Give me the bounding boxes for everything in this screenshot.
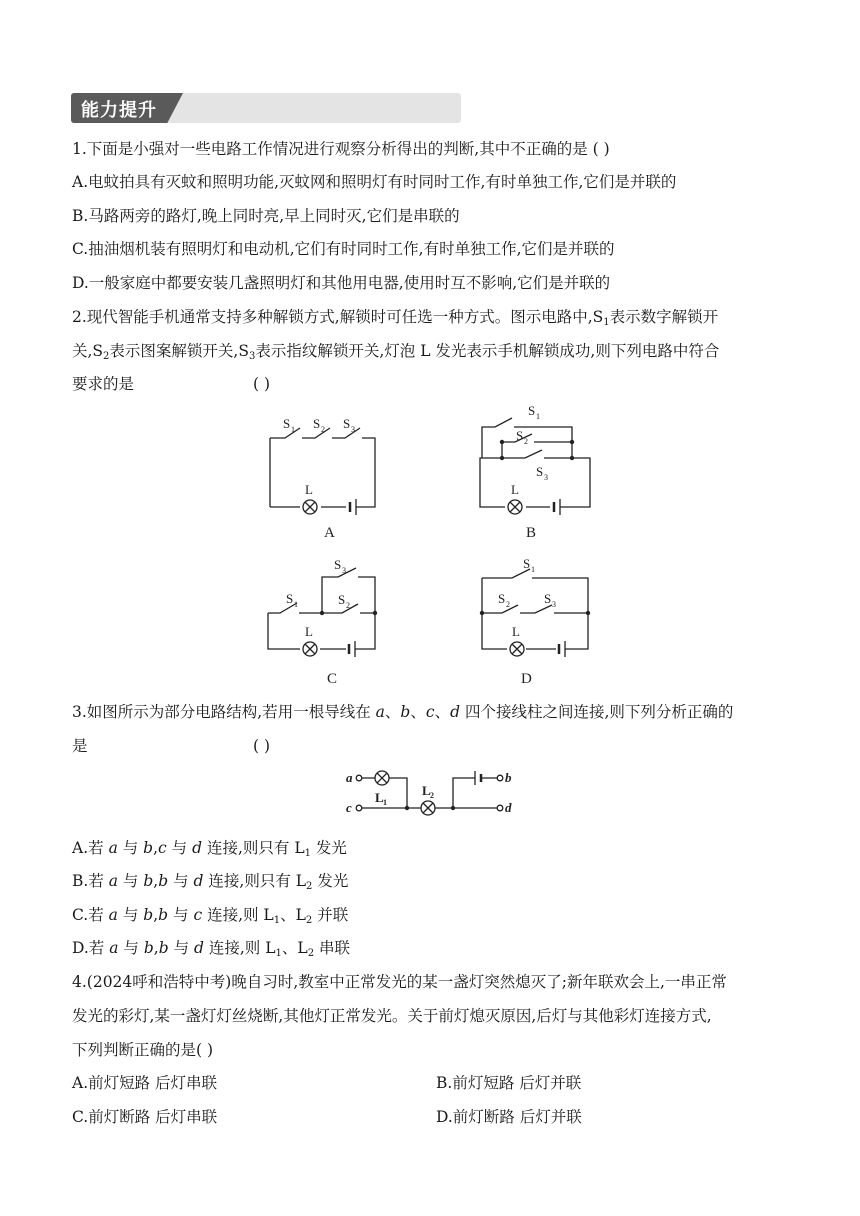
q3-text: , — [153, 939, 159, 957]
terminal-b: b — [143, 872, 154, 890]
subscript: 1 — [294, 600, 298, 609]
subscript: 2 — [305, 915, 313, 926]
junction-dot — [586, 611, 590, 615]
q3-text: C.若 — [72, 906, 109, 924]
circuit-b-s2 — [502, 434, 572, 442]
label-d: d — [505, 800, 512, 815]
q3-option-d — [72, 937, 350, 959]
q1-option-b: B.马路两旁的路灯,晚上同时亮,早上同时灭,它们是串联的 — [72, 207, 460, 225]
q3-text: , — [153, 839, 159, 857]
subscript: 2 — [430, 791, 434, 800]
terminal-b: b — [400, 703, 411, 721]
lamp-l2-cross — [423, 803, 433, 813]
q3-text: D.若 — [72, 939, 110, 957]
q3-text: 连接,则只有 L — [203, 872, 307, 890]
diagram-label-a: A — [324, 525, 335, 541]
label-s: S — [498, 591, 506, 606]
label-s: S — [528, 403, 536, 418]
terminal-c: c — [425, 703, 435, 721]
junction-dot — [451, 806, 455, 810]
junction-dot — [320, 611, 324, 615]
terminal-a: a — [108, 839, 118, 857]
q3-text: 串联 — [314, 939, 351, 957]
q4-stem-line2: 发光的彩灯,某一盏灯灯丝烧断,其他灯正常发光。关于前灯熄灭原因,后灯与其他彩灯连接方式, — [72, 1007, 712, 1025]
subscript: 1 — [273, 915, 281, 926]
subscript: 2 — [306, 881, 313, 892]
junction-dot — [480, 611, 484, 615]
junction-dot — [500, 440, 504, 444]
circuit-d-wires — [482, 569, 588, 649]
label-s: S — [343, 416, 351, 431]
q3-text: 与 — [118, 939, 144, 957]
label-s: S — [283, 416, 291, 431]
terminal-a: a — [109, 939, 119, 957]
q3-option-a — [72, 837, 347, 859]
q4-option-d: D.前灯断路 后灯并联 — [436, 1108, 582, 1126]
label-l: L — [512, 624, 520, 639]
label-l: L — [305, 624, 313, 639]
terminal-c: c — [158, 839, 167, 857]
terminal-b: b — [158, 906, 169, 924]
q3-text: 并联 — [312, 906, 349, 924]
label-s: S — [286, 591, 294, 606]
q2-text: 表示指纹解锁开关,灯泡 L 发光表示手机解锁成功,则下列电路中符合 — [255, 342, 720, 360]
q3-text: 与 — [117, 839, 144, 857]
diagram-label-c: C — [327, 671, 338, 687]
q2-stem-line2 — [72, 340, 719, 362]
label-s: S — [516, 428, 524, 443]
terminal-b: b — [143, 939, 154, 957]
subscript: 3 — [351, 425, 355, 434]
q3-stem-line1 — [72, 701, 733, 723]
terminal-c-dot — [356, 805, 362, 811]
junction-dot — [570, 440, 574, 444]
label-s: S — [523, 556, 531, 571]
label-l2: L — [422, 783, 431, 798]
separator: 、 — [384, 703, 401, 721]
label-s: S — [334, 557, 342, 572]
q3-option-c — [72, 904, 348, 926]
subscript: 1 — [603, 317, 610, 328]
label-s: S — [536, 464, 544, 479]
terminal-d-dot — [497, 805, 503, 811]
terminal-a-dot — [356, 775, 362, 781]
subscript: 2 — [346, 601, 350, 610]
circuit-b-wires — [480, 442, 590, 507]
q3-text: 与 — [118, 872, 144, 890]
q3-text: 与 — [168, 939, 195, 957]
lamp-l1-cross — [377, 773, 387, 783]
terminal-d: d — [194, 939, 204, 957]
q3-text: A.若 — [72, 839, 109, 857]
subscript: 3 — [544, 473, 548, 482]
q3-circuit — [345, 762, 525, 824]
circuit-a-lamp-cross — [305, 502, 315, 512]
q3-text: , — [153, 872, 159, 890]
q3-option-b — [72, 870, 348, 892]
subscript: 1 — [291, 425, 295, 434]
q4-stem-line3: 下列判断正确的是( ) — [72, 1041, 214, 1059]
q3-text: 发光 — [312, 872, 349, 890]
q3-text: B.若 — [72, 872, 109, 890]
q2-answer-paren: ( ) — [253, 375, 271, 393]
q2-text: 2.现代智能手机通常支持多种解锁方式,解锁时可任选一种方式。图示电路中,S — [72, 308, 604, 326]
subscript: 1 — [536, 412, 540, 421]
label-s: S — [544, 591, 552, 606]
q2-text: 关,S — [72, 342, 104, 360]
q3-text: 连接,则只有 L — [202, 839, 305, 857]
q4-option-b: B.前灯短路 后灯并联 — [436, 1074, 582, 1092]
section-title: 能力提升 — [81, 100, 157, 121]
q3-text: 3.如图所示为部分电路结构,若用一根导线在 — [72, 703, 376, 721]
junction-dot — [500, 456, 504, 460]
q4-option-a: A.前灯短路 后灯串联 — [72, 1074, 218, 1092]
subscript: 2 — [321, 425, 325, 434]
separator: 、 — [434, 703, 451, 721]
q3-text: 、L — [281, 939, 308, 957]
junction-dot — [570, 456, 574, 460]
terminal-b: b — [143, 839, 154, 857]
terminal-d: d — [193, 872, 204, 890]
q4-stem-line1: 4.(2024呼和浩特中考)晚自习时,教室中正常发光的某一盏灯突然熄灭了;新年联欢会上,一串正常 — [72, 973, 727, 991]
q1-option-d: D.一般家庭中都要安装几盏照明灯和其他用电器,使用时互不影响,它们是并联的 — [72, 274, 611, 292]
q2-text: 表示图案解锁开关,S — [109, 342, 249, 360]
subscript: 2 — [103, 351, 110, 362]
label-l: L — [305, 482, 313, 497]
q3-text: 与 — [117, 906, 144, 924]
terminal-a: a — [108, 906, 118, 924]
terminal-a: a — [375, 703, 385, 721]
label-s: S — [338, 592, 346, 607]
q3-text: 与 — [168, 872, 194, 890]
separator: 、 — [410, 703, 426, 721]
q4-option-c: C.前灯断路 后灯串联 — [72, 1108, 218, 1126]
q3-text: 发光 — [310, 839, 347, 857]
label-b: b — [505, 770, 512, 785]
diagram-label-b: B — [526, 525, 537, 541]
label-l: L — [511, 482, 519, 497]
label-a: a — [346, 770, 353, 785]
q3-text: 、L — [280, 906, 306, 924]
q3-text: , — [153, 906, 159, 924]
q2-text: 要求的是 — [72, 375, 135, 393]
circuit-b-lamp-cross — [510, 502, 520, 512]
q3-stem-line2: 是 — [72, 737, 88, 755]
label-l1: L — [375, 790, 384, 805]
label-s: S — [313, 416, 321, 431]
terminal-a: a — [108, 872, 118, 890]
junction-dot — [373, 611, 377, 615]
subscript: 1 — [275, 948, 282, 959]
q3-text: 连接,则 L — [202, 906, 274, 924]
terminal-d: d — [192, 839, 203, 857]
q3-text: 四个接线柱之间连接,则下列分析正确的 — [460, 703, 734, 721]
subscript: 2 — [506, 600, 510, 609]
terminal-b: b — [143, 906, 154, 924]
q3-text: 与 — [166, 839, 193, 857]
q1-stem: 1.下面是小强对一些电路工作情况进行观察分析得出的判断,其中不正确的是 ( ) — [72, 140, 610, 158]
circuit-d-lamp-cross — [512, 644, 522, 654]
q2-stem-line3 — [72, 373, 134, 395]
q3-text: 与 — [168, 906, 194, 924]
terminal-c: c — [193, 906, 203, 924]
subscript: 2 — [307, 948, 315, 959]
subscript: 3 — [248, 351, 256, 362]
subscript: 3 — [342, 566, 346, 575]
terminal-b: b — [158, 872, 169, 890]
terminal-b: b — [158, 939, 169, 957]
subscript: 3 — [552, 600, 556, 609]
q1-option-a: A.电蚊拍具有灭蚊和照明功能,灭蚊网和照明灯有时同时工作,有时单独工作,它们是并联的 — [72, 173, 677, 191]
q3-text: 连接,则 L — [203, 939, 276, 957]
subscript: 1 — [304, 848, 311, 859]
circuit-a-wires — [270, 428, 375, 507]
terminal-d: d — [450, 703, 461, 721]
q2-circuit-diagrams — [250, 398, 610, 693]
q1-option-c: C.抽油烟机装有照明灯和电动机,它们有时同时工作,有时单独工作,它们是并联的 — [72, 240, 615, 258]
terminal-b-dot — [497, 775, 503, 781]
subscript: 1 — [383, 798, 387, 807]
q2-text: 表示数字解锁开 — [609, 308, 719, 326]
diagram-label-d: D — [521, 671, 532, 687]
section-banner — [71, 93, 461, 123]
circuit-c-lamp-cross — [305, 644, 315, 654]
q3-answer-paren: ( ) — [253, 737, 271, 755]
label-c: c — [346, 800, 352, 815]
q2-stem-line1 — [72, 306, 718, 328]
subscript: 2 — [524, 437, 528, 446]
junction-dot — [405, 806, 409, 810]
circuit-c-wires — [268, 568, 375, 649]
subscript: 1 — [531, 565, 535, 574]
